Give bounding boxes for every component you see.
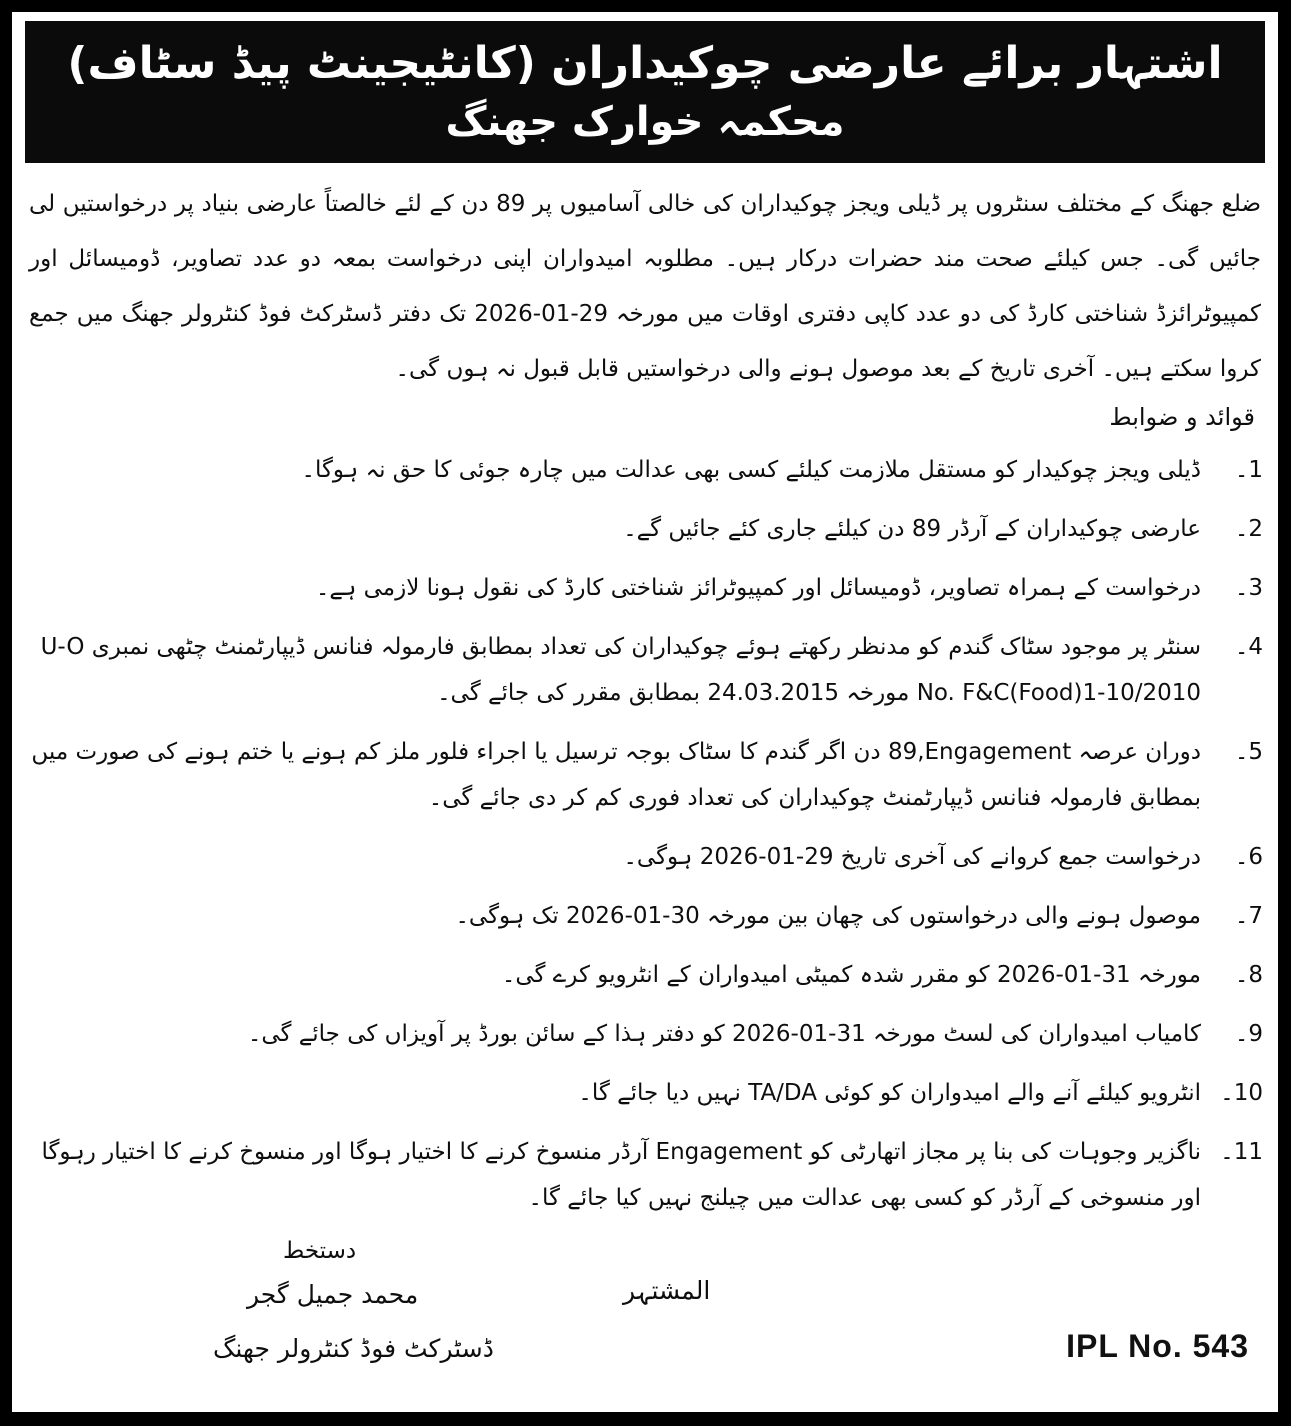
rule-text: موصول ہونے والی درخواستوں کی چھان بین مورخہ 30-01-2026 تک ہوگی۔: [455, 903, 1201, 929]
rule-number: 2۔: [1234, 516, 1263, 542]
rule-item-8: [27, 952, 1263, 998]
rule-text: دوران عرصہ ‎89,Engagement‎ دن اگر گندم کا سٹاک بوجہ ترسیل یا اجراء فلور ملز کم ہونے یا ختم ہونے کی صورت میں بمطابق فارمولہ فنانس ڈیپارٹمنٹ چوکیداران کی تعداد فوری کم کر دی جائے گی۔: [31, 739, 1201, 811]
advertiser-label: المشتہر: [623, 1276, 711, 1305]
rule-text: درخواست جمع کروانے کی آخری تاریخ 29-01-2026 ہوگی۔: [623, 844, 1201, 870]
ad-title-line2: محکمہ خوارک جھنگ: [445, 99, 845, 145]
rule-number: 4۔: [1234, 634, 1263, 660]
rules-heading: قوائد و ضوابط: [1109, 403, 1255, 431]
rule-number: 7۔: [1234, 903, 1263, 929]
rule-text: عارضی چوکیداران کے آرڈر 89 دن کیلئے جاری کئے جائیں گے۔: [623, 516, 1201, 542]
rule-number: 3۔: [1234, 575, 1263, 601]
rule-item-2: [27, 506, 1263, 552]
rule-item-6: [27, 834, 1263, 880]
ipl-number: IPL No. 543: [1066, 1328, 1249, 1364]
ad-title-line1: اشتہار برائے عارضی چوکیداران (کانٹیجینٹ پیڈ سٹاف): [67, 38, 1223, 89]
rule-number: 10۔: [1220, 1080, 1263, 1106]
rule-text: سنٹر پر موجود سٹاک گندم کو مدنظر رکھتے ہوئے چوکیداران کی تعداد بمطابق فارمولہ فنانس ڈیپارٹمنٹ چٹھی نمبری ‎U-O No. F&C(Food)1-10/2010‎ مورخہ 24.03.2015 بمطابق مقرر کی جائے گی۔: [40, 634, 1201, 706]
signature-label: دستخط: [283, 1238, 357, 1264]
ad-header-banner: [25, 21, 1265, 163]
signatory-name: محمد جمیل گجر: [247, 1280, 419, 1309]
rule-item-4: [27, 624, 1263, 716]
rule-text: انٹرویو کیلئے آنے والے امیدواران کو کوئی TA/DA نہیں دیا جائے گا۔: [578, 1080, 1201, 1106]
rule-item-7: [27, 893, 1263, 939]
rule-text: مورخہ 31-01-2026 کو مقرر شدہ کمیٹی امیدواران کے انٹرویو کرے گی۔: [501, 962, 1201, 988]
rule-number: 1۔: [1234, 457, 1263, 483]
signatory-title: ڈسٹرکٹ فوڈ کنٹرولر جھنگ: [213, 1334, 494, 1363]
signature-area: [25, 1234, 1265, 1404]
rule-text: ڈیلی ویجز چوکیدار کو مستقل ملازمت کیلئے کسی بھی عدالت میں چارہ جوئی کا حق نہ ہوگا۔: [301, 457, 1201, 483]
rule-item-9: [27, 1011, 1263, 1057]
rule-number: 6۔: [1234, 844, 1263, 870]
rule-item-10: [27, 1070, 1263, 1116]
rules-list: [27, 447, 1263, 1221]
rule-number: 9۔: [1234, 1021, 1263, 1047]
rule-text: ناگزیر وجوہات کی بنا پر مجاز اتھارٹی کو Engagement آرڈر منسوخ کرنے کا اختیار ہوگا اور منسوخ کرنے کا اختیار رہوگا اور منسوخی کے آرڈر کو کسی بھی عدالت میں چیلنج نہیں کیا جائے گا۔: [41, 1139, 1201, 1211]
paper-sheet: [12, 12, 1278, 1412]
rule-number: 5۔: [1234, 739, 1263, 765]
rule-text: درخواست کے ہمراہ تصاویر، ڈومیسائل اور کمپیوٹرائز شناختی کارڈ کی نقول ہونا لازمی ہے۔: [315, 575, 1201, 601]
rule-item-1: [27, 447, 1263, 493]
rule-item-3: [27, 565, 1263, 611]
rule-number: 8۔: [1234, 962, 1263, 988]
intro-paragraph: ضلع جھنگ کے مختلف سنٹروں پر ڈیلی ویجز چوکیداران کی خالی آسامیوں پر 89 دن کے لئے خالصتاً عارضی بنیاد پر درخواستیں لی جائیں گی۔ جس کیلئے صحت مند حضرات درکار ہیں۔ مطلوبہ امیدواران اپنی درخواست بمعہ دو عدد تصاویر، ڈومیسائل اور کمپیوٹرائزڈ شناختی کارڈ کی دو عدد کاپی دفتری اوقات میں مورخہ 29-01-2026 تک دفتر ڈسٹرکٹ فوڈ کنٹرولر جھنگ میں جمع کروا سکتے ہیں۔ آخری تاریخ کے بعد موصول ہونے والی درخواستیں قابل قبول نہ ہوں گی۔: [29, 191, 1261, 382]
rule-number: 11۔: [1220, 1139, 1263, 1165]
ad-body: [25, 177, 1265, 1404]
rule-item-5: [27, 729, 1263, 821]
rule-item-11: [27, 1129, 1263, 1221]
rule-text: کامیاب امیدواران کی لسٹ مورخہ 31-01-2026 کو دفتر ہذا کے سائن بورڈ پر آویزاں کی جائے گی۔: [247, 1021, 1201, 1047]
